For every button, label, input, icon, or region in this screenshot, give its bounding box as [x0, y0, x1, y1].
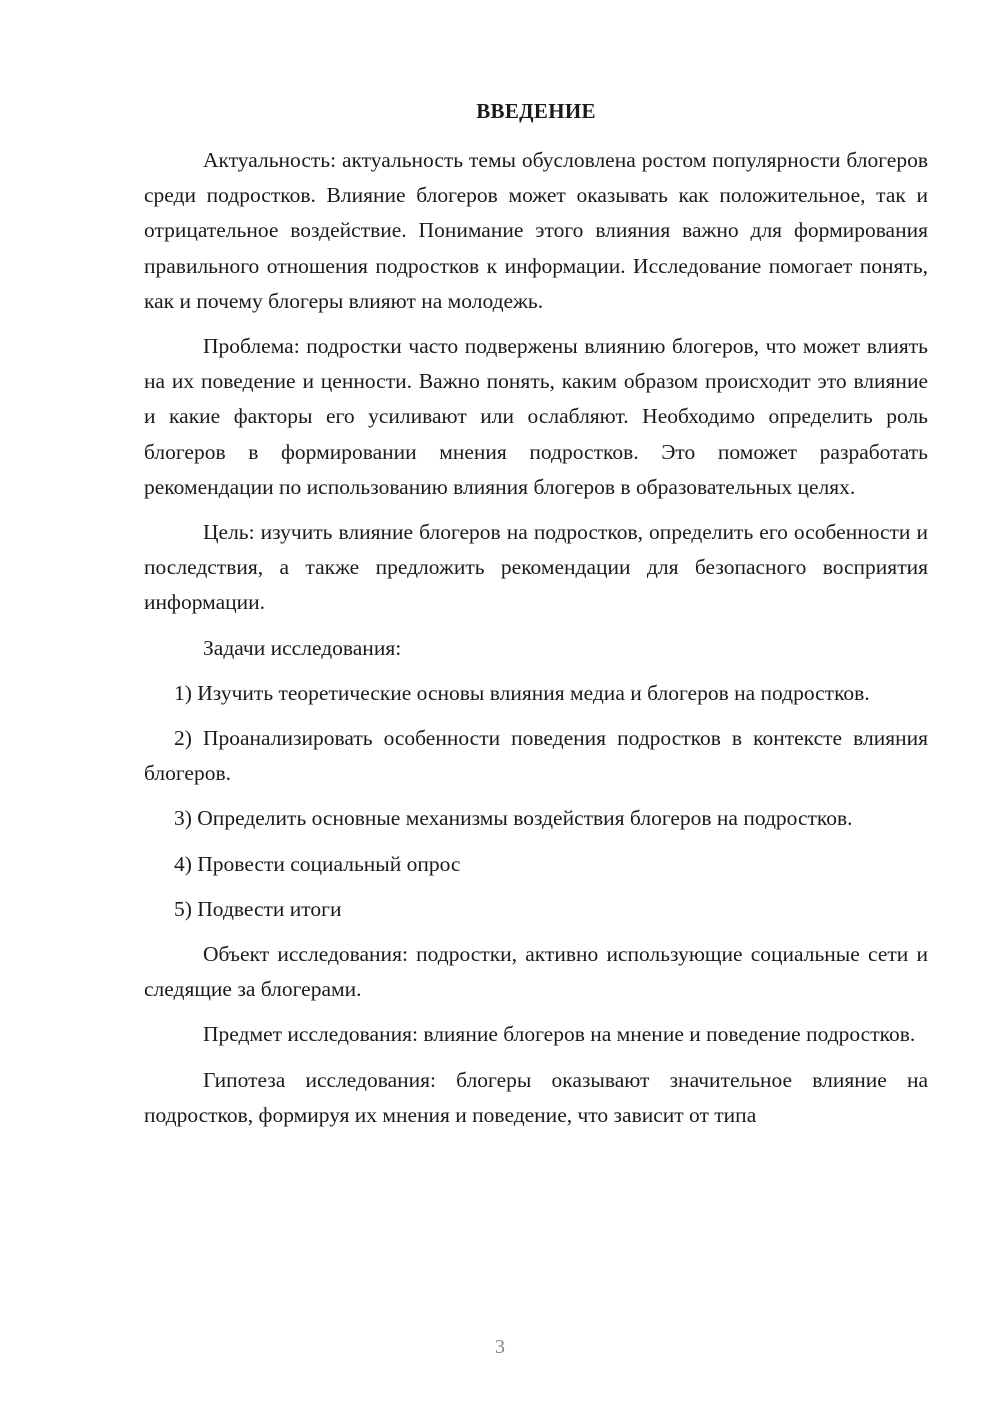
- paragraph-hypothesis: Гипотеза исследования: блогеры оказывают значительное влияние на подростков, формируя их мнения и поведение, что зависит от типа: [144, 1067, 928, 1127]
- paragraph-problem: Проблема: подростки часто подвержены влиянию блогеров, что может влиять на их поведение и ценности. Важно понять, каким образом происходит это влияние и какие факторы его усиливают или ослабляют. Необходимо определить роль блогеров в формировании мнения подростков. Это поможет разработать рекомендации по использованию влияния блогеров в образовательных целях.: [144, 334, 928, 499]
- task-item-3: 3) Определить основные механизмы воздействия блогеров на подростков.: [174, 806, 853, 831]
- paragraph-relevance: Актуальность: актуальность темы обусловлена ростом популярности блогеров среди подростков. Влияние блогеров может оказывать как положительное, так и отрицательное воздействие. Понимание этого влияния важно для формирования правильного отношения подростков к информации. Исследование помогает понять, как и почему блогеры влияют на молодежь.: [144, 148, 928, 313]
- task-item-2: 2) Проанализировать особенности поведения подростков в контексте влияния блогеров.: [144, 726, 928, 786]
- task-item-5: 5) Подвести итоги: [174, 896, 342, 921]
- paragraph-subject: Предмет исследования: влияние блогеров на мнение и поведение подростков.: [203, 1022, 916, 1047]
- task-item-4: 4) Провести социальный опрос: [174, 851, 461, 876]
- paragraph-goal: Цель: изучить влияние блогеров на подростков, определить его особенности и последствия, а также предложить рекомендации для безопасного восприятия информации.: [144, 520, 928, 615]
- document-page: [144, 94, 928, 1143]
- section-heading: ВВЕДЕНИЕ: [476, 99, 596, 123]
- paragraph-object: Объект исследования: подростки, активно использующие социальные сети и следящие за блогерами.: [144, 942, 928, 1002]
- paragraph-tasks-intro: Задачи исследования:: [203, 635, 402, 660]
- task-item-1: 1) Изучить теоретические основы влияния медиа и блогеров на подростков.: [174, 680, 870, 705]
- page-number: 3: [495, 1336, 505, 1358]
